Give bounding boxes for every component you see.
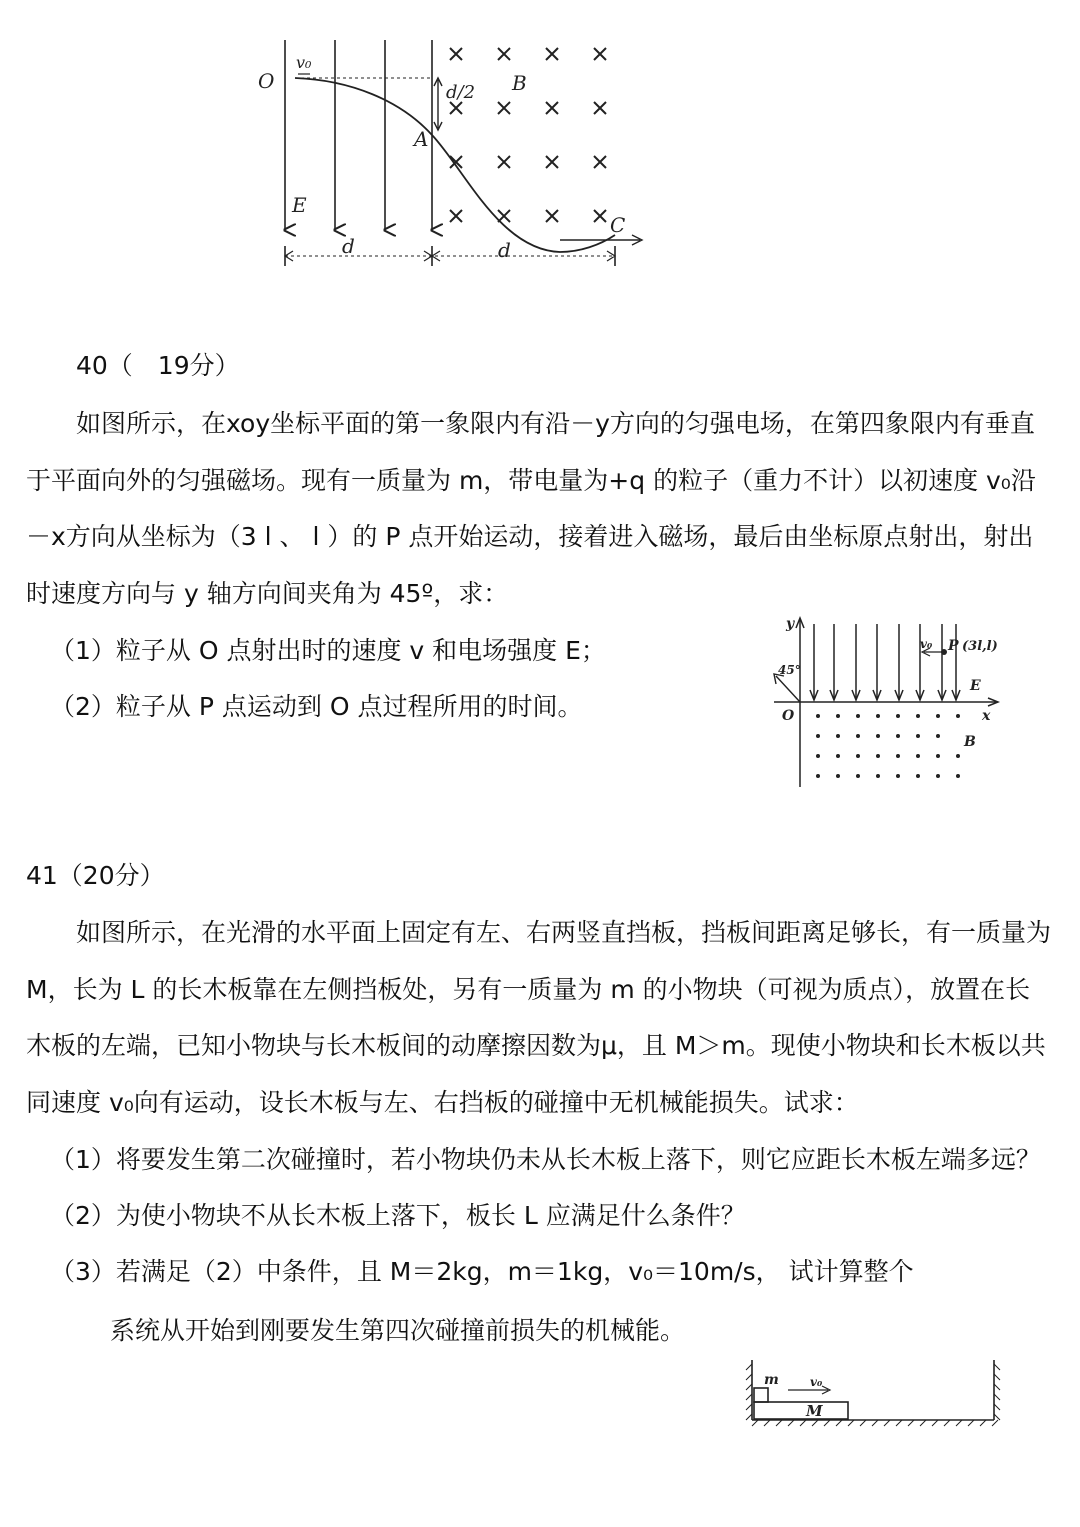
- q41-subquestion-2: （2）为使小物块不从长木板上落下，板长 L 应满足什么条件？: [50, 1201, 746, 1230]
- e-field-lines: [810, 624, 960, 700]
- q40-line: －x方向从坐标为（3 l 、 l ）的 P 点开始运动，接着进入磁场，最后由坐标原点射出，射出: [26, 522, 1034, 552]
- q40-coordinate-figure: [766, 612, 1006, 792]
- q41-board-figure: [744, 1354, 1004, 1434]
- label-y: y: [786, 616, 795, 632]
- small-block: [754, 1388, 768, 1402]
- q41-line: M，长为 L 的长木板靠在左侧挡板处，另有一质量为 m 的小物块（可视为质点），放置在长: [26, 974, 1031, 1004]
- label-b-field: B: [512, 71, 527, 95]
- label-e-field: E: [292, 193, 307, 217]
- q41-body: [26, 905, 1066, 1131]
- b-field-dots: [816, 649, 960, 778]
- label-x: x: [982, 708, 991, 724]
- label-half-d: d/2: [446, 82, 476, 103]
- exit-velocity-arrow: [776, 676, 800, 702]
- q40-line: 如图所示，在xoy坐标平面的第一象限内有沿－y方向的匀强电场，在第四象限内有垂直: [76, 409, 1035, 438]
- q41-heading: 41（20分）: [26, 861, 165, 890]
- q41-line: 木板的左端，已知小物块与长木板间的动摩擦因数为μ，且 M＞m。现使小物块和长木板以共: [26, 1031, 1046, 1061]
- q41-line: 同速度 v₀向有运动，设长木板与左、右挡板的碰撞中无机械能损失。试求：: [26, 1087, 859, 1117]
- q41-subquestion-3-continued: 系统从开始到刚要发生第四次碰撞前损失的机械能。: [110, 1316, 686, 1345]
- label-distance-right: d: [498, 238, 511, 262]
- long-board: [754, 1402, 848, 1419]
- label-point-p: P: [948, 638, 959, 654]
- label-angle: 45°: [778, 663, 801, 677]
- label-e: E: [970, 678, 981, 694]
- label-m: m: [764, 1372, 779, 1388]
- q41-subquestion-3: （3）若满足（2）中条件，且 M＝2kg，m＝1kg，v₀＝10m/s， 试计算整个: [50, 1257, 914, 1286]
- label-origin: O: [258, 69, 275, 93]
- q41-line: 如图所示，在光滑的水平面上固定有左、右两竖直挡板，挡板间距离足够长，有一质量为: [76, 918, 1052, 947]
- label-v0: v₀: [810, 1375, 823, 1389]
- q40-body: [26, 396, 1066, 622]
- q41-subquestion-1: （1）将要发生第二次碰撞时，若小物块仍未从长木板上落下，则它应距长木板左端多远？: [50, 1145, 1041, 1174]
- particle-trajectory: [295, 78, 615, 252]
- q40-line: 于平面向外的匀强磁场。现有一质量为 m，带电量为+q 的粒子（重力不计）以初速度 v₀沿: [26, 465, 1036, 495]
- label-origin: O: [782, 708, 795, 724]
- magnetic-field-crosses: [450, 48, 606, 222]
- label-b: B: [964, 734, 976, 750]
- label-point-c: C: [610, 213, 626, 237]
- q40-heading: 40（ 19分）: [76, 351, 240, 380]
- label-v0: v₀: [296, 53, 312, 72]
- q40-line: 时速度方向与 y 轴方向间夹角为 45º，求：: [26, 578, 509, 608]
- q40-subquestion-2: （2）粒子从 P 点运动到 O 点过程所用的时间。: [50, 692, 583, 721]
- label-distance-left: d: [342, 234, 355, 258]
- field-trajectory-figure: [250, 30, 670, 280]
- label-big-m: M: [806, 1402, 823, 1420]
- label-p-coords: (3l,l): [962, 639, 998, 654]
- q40-subquestion-1: （1）粒子从 O 点射出时的速度 v 和电场强度 E；: [50, 636, 606, 665]
- label-point-a: A: [414, 127, 429, 151]
- label-v0: v₀: [920, 637, 933, 651]
